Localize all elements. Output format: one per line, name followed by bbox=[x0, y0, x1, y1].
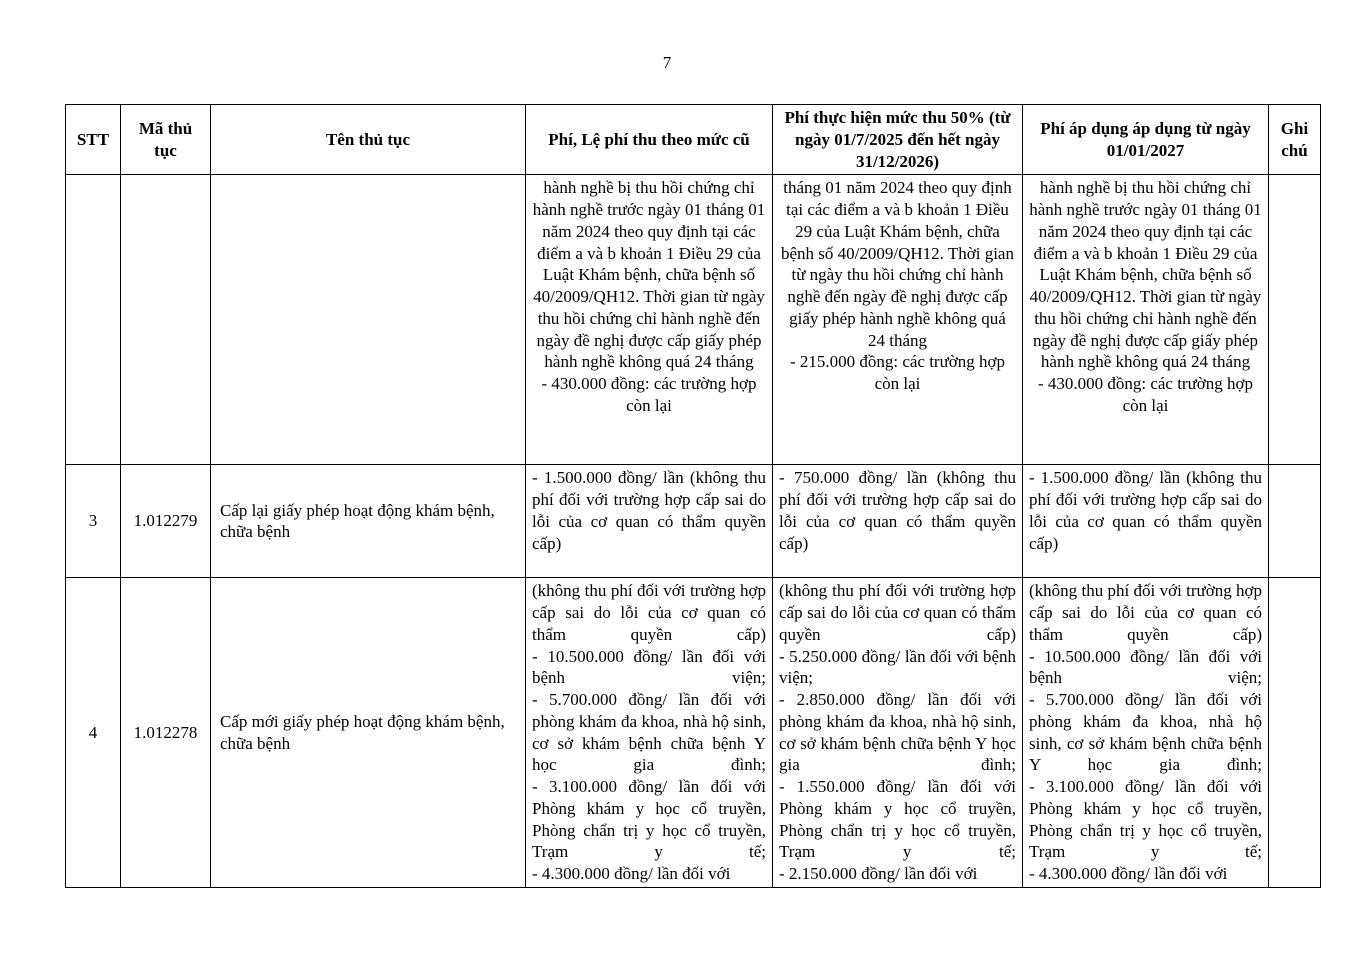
cell-ma-thu-tuc: 1.012279 bbox=[121, 465, 211, 578]
table-row bbox=[66, 175, 1321, 465]
cell-ma-thu-tuc: 1.012278 bbox=[121, 578, 211, 888]
cell-ghi-chu bbox=[1269, 578, 1321, 888]
cell-text-line: - 430.000 đồng: các trường hợp còn lại bbox=[1037, 374, 1254, 415]
cell-phi-muc-thu-50 bbox=[773, 578, 1023, 888]
cell-text-line: - 2.850.000 đồng/ lần đối với phòng khám đa khoa, nhà hộ sinh, cơ sở khám bệnh chữa bệnh Y học gia đình; bbox=[779, 690, 1016, 775]
cell-text-line: - 750.000 đồng/ lần (không thu phí đối với trường hợp cấp sai do lỗi của cơ quan có thẩm quyền cấp) bbox=[779, 468, 1016, 553]
table-row bbox=[66, 578, 1321, 888]
cell-text-line: - 3.100.000 đồng/ lần đối với Phòng khám y học cổ truyền, Phòng chẩn trị y học cổ truyền, Trạm y tế; bbox=[532, 777, 766, 862]
header-ghi-chu: Ghi chú bbox=[1269, 105, 1321, 175]
cell-text-line: - 5.250.000 đồng/ lần đối với bệnh viện; bbox=[779, 646, 1016, 688]
cell-ghi-chu bbox=[1269, 175, 1321, 465]
cell-text-line: - 5.700.000 đồng/ lần đối với phòng khám đa khoa, nhà hộ sinh, cơ sở khám bệnh chữa bệnh Y học gia đình; bbox=[532, 690, 766, 775]
cell-phi-muc-thu-50 bbox=[773, 465, 1023, 578]
header-phi-ap-dung-2027: Phí áp dụng áp dụng từ ngày 01/01/2027 bbox=[1023, 105, 1269, 175]
cell-text-line: - 1.500.000 đồng/ lần (không thu phí đối với trường hợp cấp sai do lỗi của cơ quan có thẩm quyền cấp) bbox=[532, 468, 766, 553]
cell-text-line: hành nghề bị thu hồi chứng chỉ hành nghề trước ngày 01 tháng 01 năm 2024 theo quy định tại các điểm a và b khoản 1 Điều 29 của Luật Khám bệnh, chữa bệnh số 40/2009/QH12. Thời gian từ ngày thu hồi chứng chỉ hành nghề đến ngày đề nghị được cấp giấy phép hành nghề không quá 24 tháng bbox=[1029, 178, 1262, 372]
cell-phi-muc-thu-50 bbox=[773, 175, 1023, 465]
cell-phi-ap-dung-2027 bbox=[1023, 465, 1269, 578]
cell-ten-thu-tuc: Cấp mới giấy phép hoạt động khám bệnh, chữa bệnh bbox=[211, 578, 526, 888]
cell-text-line: (không thu phí đối với trường hợp cấp sai do lỗi của cơ quan có thẩm quyền cấp) bbox=[1029, 581, 1262, 644]
cell-text-line: - 215.000 đồng: các trường hợp còn lại bbox=[789, 352, 1006, 393]
cell-text-line: - 10.500.000 đồng/ lần đối với bệnh viện; bbox=[532, 646, 766, 688]
header-ten-thu-tuc: Tên thủ tục bbox=[211, 105, 526, 175]
header-ma-thu-tuc: Mã thủ tục bbox=[121, 105, 211, 175]
fee-table bbox=[65, 104, 1321, 888]
table-row bbox=[66, 465, 1321, 578]
header-stt: STT bbox=[66, 105, 121, 175]
cell-text-line: - 430.000 đồng: các trường hợp còn lại bbox=[541, 374, 757, 415]
header-phi-le-phi-cu: Phí, Lệ phí thu theo mức cũ bbox=[526, 105, 773, 175]
cell-ma-thu-tuc bbox=[121, 175, 211, 465]
cell-text-line: (không thu phí đối với trường hợp cấp sai do lỗi của cơ quan có thẩm quyền cấp) bbox=[779, 581, 1016, 644]
cell-text-line: - 1.500.000 đồng/ lần (không thu phí đối với trường hợp cấp sai do lỗi của cơ quan có thẩm quyền cấp) bbox=[1029, 468, 1262, 553]
cell-phi-ap-dung-2027 bbox=[1023, 175, 1269, 465]
cell-text-line: tháng 01 năm 2024 theo quy định tại các điểm a và b khoản 1 Điều 29 của Luật Khám bệnh, chữa bệnh số 40/2009/QH12. Thời gian từ ngày thu hồi chứng chỉ hành nghề đến ngày đề nghị được cấp giấy phép hành nghề không quá 24 tháng bbox=[781, 178, 1014, 350]
cell-text-line: (không thu phí đối với trường hợp cấp sai do lỗi của cơ quan có thẩm quyền cấp) bbox=[532, 581, 766, 644]
cell-text-line: - 10.500.000 đồng/ lần đối với bệnh viện; bbox=[1029, 646, 1262, 688]
cell-stt: 4 bbox=[66, 578, 121, 888]
cell-phi-ap-dung-2027 bbox=[1023, 578, 1269, 888]
cell-phi-le-phi-cu bbox=[526, 465, 773, 578]
cell-text-line: - 4.300.000 đồng/ lần đối với bbox=[532, 864, 731, 883]
header-phi-muc-thu-50: Phí thực hiện mức thu 50% (từ ngày 01/7/2025 đến hết ngày 31/12/2026) bbox=[773, 105, 1023, 175]
cell-ghi-chu bbox=[1269, 465, 1321, 578]
cell-text-line: - 4.300.000 đồng/ lần đối với bbox=[1029, 864, 1228, 883]
cell-text-line: - 5.700.000 đồng/ lần đối với phòng khám đa khoa, nhà hộ sinh, cơ sở khám bệnh chữa bệnh Y học gia đình; bbox=[1029, 690, 1262, 775]
cell-text-line: - 2.150.000 đồng/ lần đối với bbox=[779, 864, 978, 883]
page-number: 7 bbox=[662, 53, 672, 72]
cell-text-line: hành nghề bị thu hồi chứng chỉ hành nghề trước ngày 01 tháng 01 năm 2024 theo quy định tại các điểm a và b khoản 1 Điều 29 của Luật Khám bệnh, chữa bệnh số 40/2009/QH12. Thời gian từ ngày thu hồi chứng chỉ hành nghề đến ngày đề nghị được cấp giấy phép hành nghề không quá 24 tháng bbox=[532, 178, 766, 372]
cell-phi-le-phi-cu bbox=[526, 175, 773, 465]
cell-text-line: - 1.550.000 đồng/ lần đối với Phòng khám y học cổ truyền, Phòng chẩn trị y học cổ truyền, Trạm y tế; bbox=[779, 777, 1016, 862]
cell-ten-thu-tuc: Cấp lại giấy phép hoạt động khám bệnh, chữa bệnh bbox=[211, 465, 526, 578]
cell-ten-thu-tuc bbox=[211, 175, 526, 465]
cell-phi-le-phi-cu bbox=[526, 578, 773, 888]
cell-stt: 3 bbox=[66, 465, 121, 578]
cell-stt bbox=[66, 175, 121, 465]
table-header-row bbox=[66, 105, 1321, 175]
cell-text-line: - 3.100.000 đồng/ lần đối với Phòng khám y học cổ truyền, Phòng chẩn trị y học cổ truyền, Trạm y tế; bbox=[1029, 777, 1262, 862]
